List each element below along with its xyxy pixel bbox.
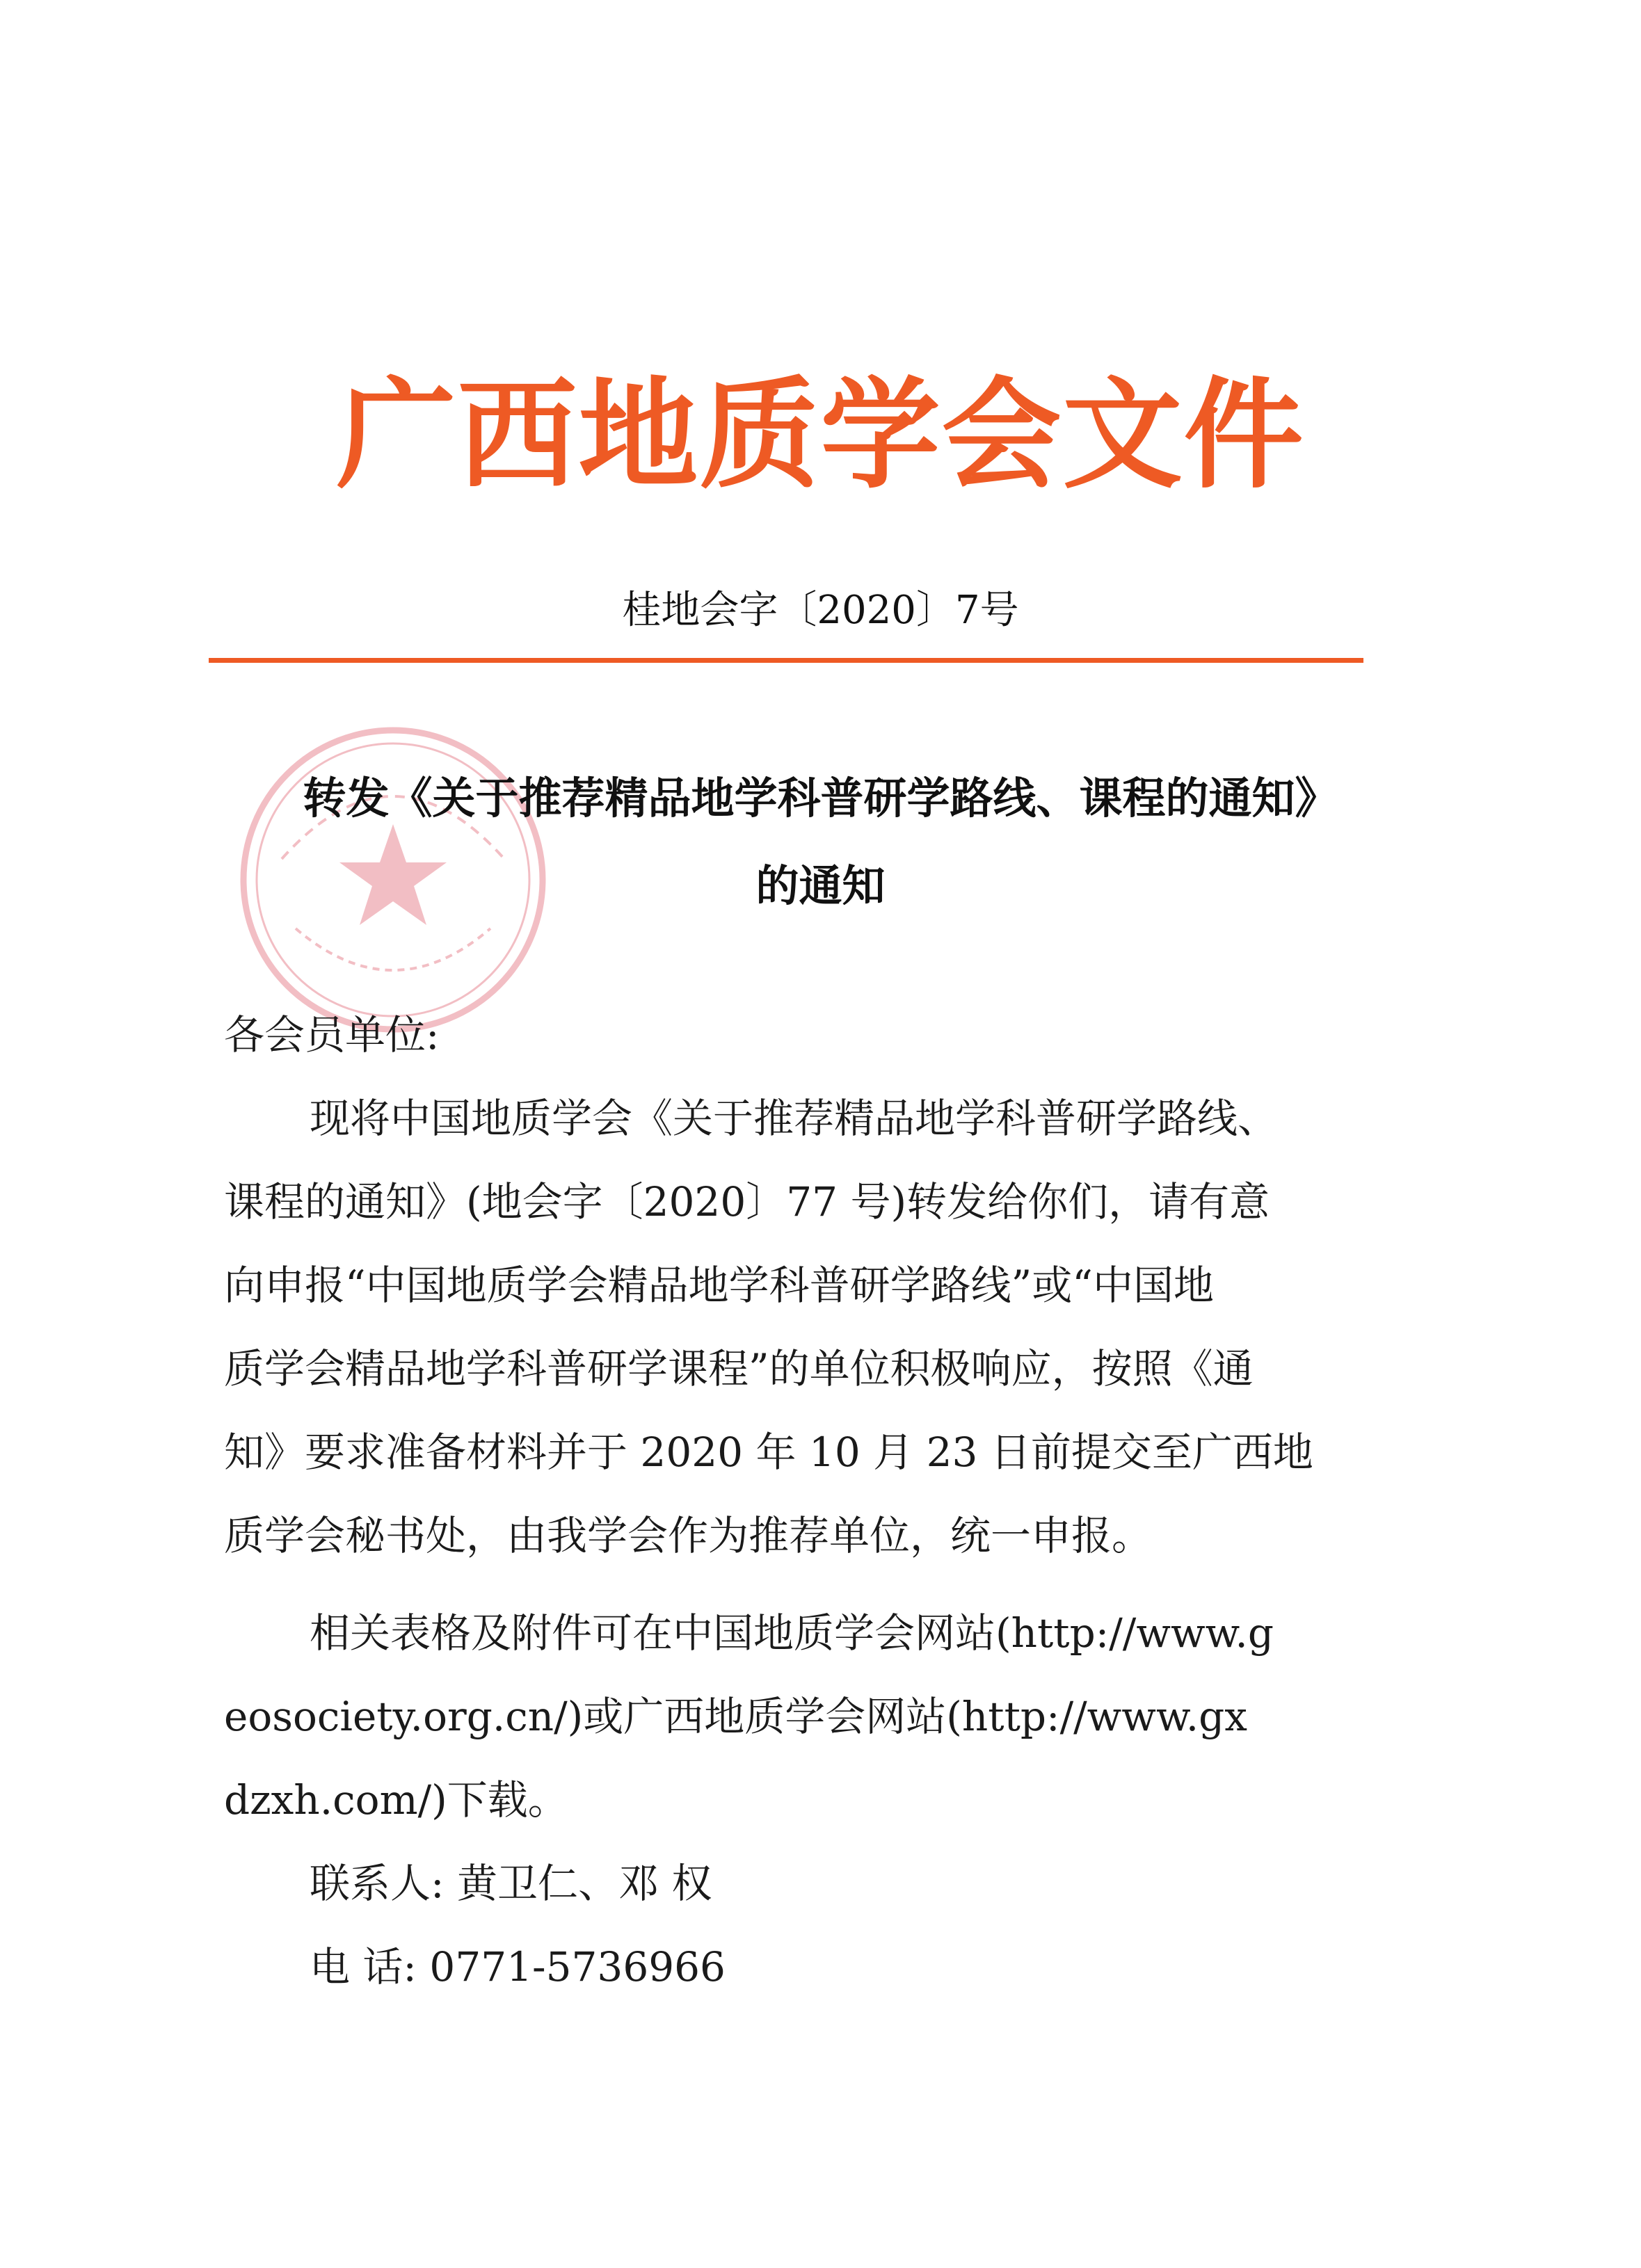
contact-phone: 电 话: 0771-5736966 bbox=[310, 1943, 726, 1990]
paragraph-1-line: 知》要求准备材料并于 2020 年 10 月 23 日前提交至广西地 bbox=[224, 1429, 1313, 1476]
salutation: 各会员单位: bbox=[224, 1011, 440, 1059]
notice-title-line-2: 的通知 bbox=[755, 860, 886, 911]
letterhead-divider bbox=[209, 658, 1363, 663]
paragraph-1-line: 质学会秘书处，由我学会作为推荐单位，统一申报。 bbox=[224, 1512, 1153, 1559]
paragraph-1-line: 现将中国地质学会《关于推荐精品地学科普研学路线、 bbox=[310, 1095, 1279, 1142]
paragraph-1-line: 质学会精品地学科普研学课程”的单位积极响应，按照《通 bbox=[224, 1345, 1254, 1392]
letterhead-title: 广西地质学会文件 bbox=[336, 364, 1305, 505]
notice-title bbox=[0, 755, 1641, 930]
contact-person: 联系人: 黄卫仁、邓 权 bbox=[310, 1860, 712, 1907]
paragraph-2-line: dzxh.com/)下载。 bbox=[224, 1776, 568, 1824]
notice-title-line-1: 转发《关于推荐精品地学科普研学路线、课程的通知》 bbox=[303, 773, 1338, 823]
document-number: 桂地会字〔2020〕7号 bbox=[622, 588, 1019, 633]
paragraph-2-line: eosociety.org.cn/)或广西地质学会网站(http://www.gx bbox=[224, 1693, 1247, 1740]
paragraph-2-line: 相关表格及附件可在中国地质学会网站(http://www.g bbox=[310, 1609, 1274, 1657]
paragraph-1-line: 向申报“中国地质学会精品地学科普研学路线”或“中国地 bbox=[224, 1262, 1214, 1309]
paragraph-1-line: 课程的通知》(地会字〔2020〕77 号)转发给你们，请有意 bbox=[224, 1178, 1270, 1225]
